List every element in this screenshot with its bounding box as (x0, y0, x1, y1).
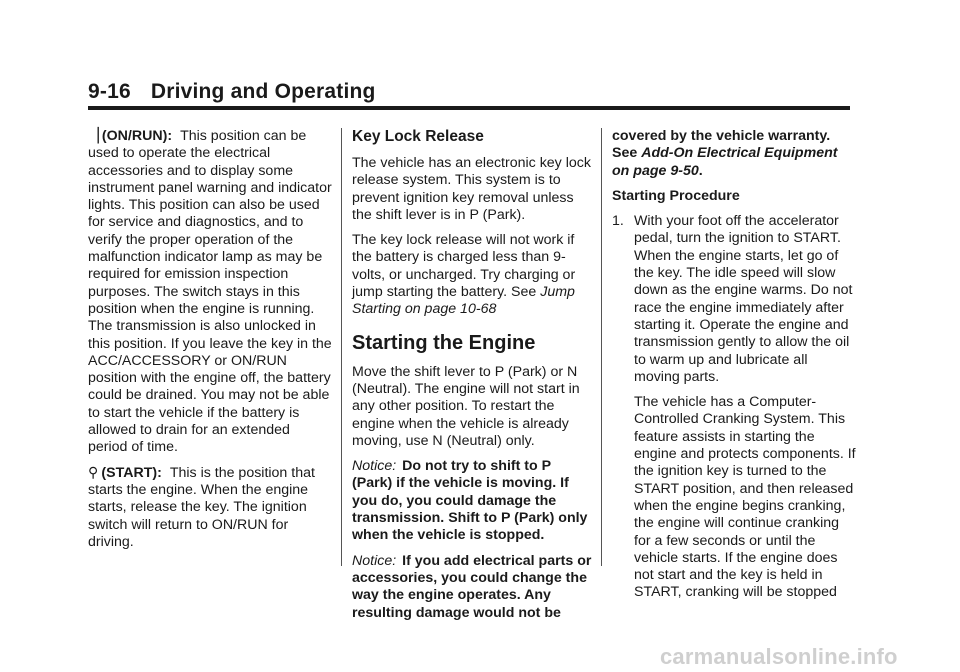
page-number: 9-16 (88, 80, 131, 103)
column-1 (88, 128, 332, 559)
on-run-paragraph (88, 128, 332, 457)
step-1-number: 1. (612, 213, 624, 230)
key-lock-paragraph: The vehicle has an electronic key lock release system. This system is to prevent ignition key removal unless the shift lever is in P (Park). (352, 155, 591, 223)
warranty-continuation (612, 128, 856, 180)
add-on-electrical-link[interactable]: Add-On Electrical Equipment on page 9-50 (612, 145, 838, 179)
ignition-start-icon: ⚲ (88, 464, 99, 481)
section-title: Driving and Operating (150, 80, 376, 103)
starting-engine-paragraph: Move the shift lever to P (Park) or N (Neutral). The engine will not start in any other position. To restart the engine when the vehicle is already moving, use N (Neutral) only. (352, 363, 580, 449)
notice-1-text: Do not try to shift to P (Park) if the vehicle is moving. If you do, you could damage the transmission. Shift to P (Park) only when the vehicle is stopped. (352, 458, 588, 544)
notice-2-text: If you add electrical parts or accessories, you could change the way the engine operates. Any resulting damage would not be (352, 552, 592, 621)
starting-engine-heading: Starting the Engine (352, 331, 536, 354)
column-3 (612, 128, 856, 602)
key-lock-battery-paragraph (352, 232, 592, 318)
ignition-on-icon: ▕ (88, 128, 99, 144)
notice-2 (352, 553, 592, 622)
watermark: carmanualsonline.info (660, 644, 898, 669)
key-lock-heading: Key Lock Release (352, 128, 484, 145)
starting-procedure-heading: Starting Procedure (612, 187, 740, 204)
column-2 (352, 128, 592, 622)
step-1-text: With your foot off the accelerator pedal, turn the ignition to START. When the engine starts, let go of the key. The idle speed will slow down as the engine warms. Do not race the engine immediately after starting it. Operate the engine and transmission gently to allow the oil to warm up and lubricate all moving parts. (634, 213, 853, 385)
notice-2-label: Notice: (352, 552, 397, 569)
page-header (88, 80, 850, 106)
step-1 (612, 213, 856, 386)
column-divider-1 (341, 128, 342, 566)
warranty-end: . (698, 162, 703, 179)
on-run-label: (ON/RUN): (101, 128, 173, 144)
warranty-text: covered by the vehicle warranty. See (612, 128, 831, 162)
notice-1-label: Notice: (352, 458, 397, 475)
start-label: (START): (101, 464, 162, 481)
column-divider-2 (601, 128, 602, 566)
header-rule (88, 106, 850, 110)
start-text: This is the position that starts the engine. When the engine starts, release the key. The ignition switch will return to ON/RUN for driving. (88, 464, 315, 550)
start-paragraph (88, 465, 332, 551)
key-lock-battery-text: The key lock release will not work if the battery is charged less than 9-volts, or uncharged. Try charging or jump starting the battery. See (352, 232, 576, 301)
on-run-text: This position can be used to operate the electrical accessories and to display some instrument panel warning and indicator lights. This position can also be used for service and diagnostics, and to verify the proper operation of the malfunction indicator lamp as may be required for emission inspection purposes. The switch stays in this position when the engine is running. The transmission is also unlocked in this position. If you leave the key in the ACC/ACCESSORY or ON/RUN position with the engine off, the battery could be drained. You may not be able to start the vehicle if the battery is allowed to drain for an extended period of time. (88, 128, 332, 456)
step-1-paragraph-2: The vehicle has a Computer-Controlled Cranking System. This feature assists in starting the engine and protects components. If the ignition key is turned to the START position, and then released when the engine begins cranking, the engine will continue cranking for a few seconds or until the vehicle starts. If the engine does not start and the key is held in START, cranking will be stopped (634, 394, 856, 601)
notice-1 (352, 458, 592, 544)
jump-starting-link[interactable]: Jump Starting on page 10-68 (352, 284, 575, 318)
